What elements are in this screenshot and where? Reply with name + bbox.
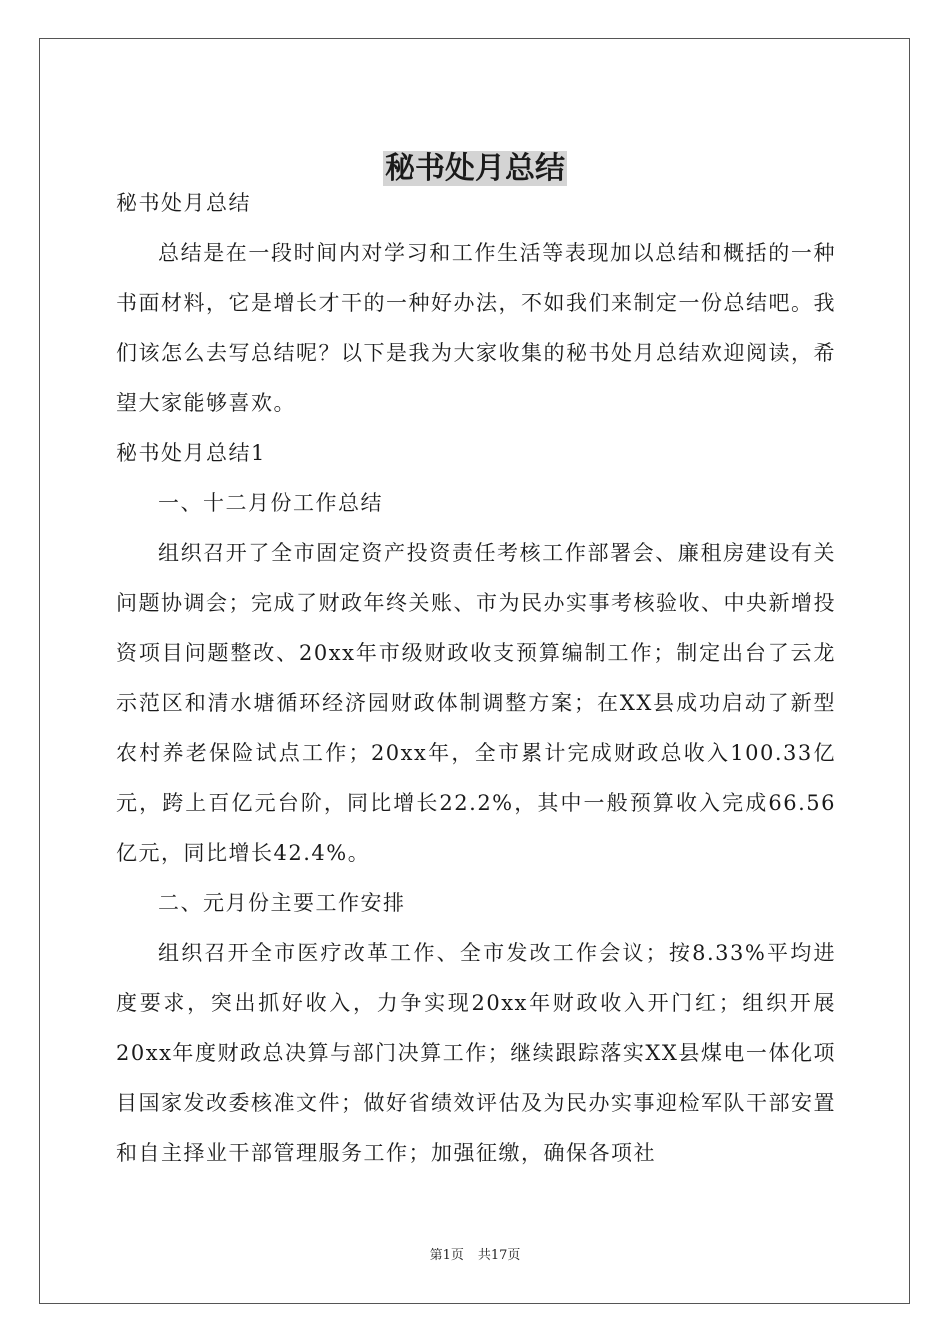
paragraph: 秘书处月总结1 xyxy=(116,441,266,465)
page-footer xyxy=(0,1247,950,1265)
paragraph: 二、元月份主要工作安排 xyxy=(158,891,406,915)
document-body xyxy=(116,178,836,1178)
page-number: 第1页 xyxy=(429,1248,464,1263)
paragraph: 总结是在一段时间内对学习和工作生活等表现加以总结和概括的一种书面材料，它是增长才干的一种好办法，不如我们来制定一份总结吧。我们该怎么去写总结呢？以下是我为大家收集的秘书处月总结欢迎阅读，希望大家能够喜欢。 xyxy=(116,241,836,415)
paragraph: 一、十二月份工作总结 xyxy=(158,491,383,515)
paragraph: 秘书处月总结 xyxy=(116,191,251,215)
document-title-text: 秘书处月总结 xyxy=(385,151,565,187)
paragraph: 组织召开全市医疗改革工作、全市发改工作会议；按8.33%平均进度要求，突出抓好收入，力争实现20xx年财政收入开门红；组织开展20xx年度财政总决算与部门决算工作；继续跟踪落实XX县煤电一体化项目国家发改委核准文件；做好省绩效评估及为民办实事迎检军队干部安置和自主择业干部管理服务工作；加强征缴，确保各项社 xyxy=(116,941,836,1165)
paragraph: 组织召开了全市固定资产投资责任考核工作部署会、廉租房建设有关问题协调会；完成了财政年终关账、市为民办实事考核验收、中央新增投资项目问题整改、20xx年市级财政收支预算编制工作；制定出台了云龙示范区和清水塘循环经济园财政体制调整方案；在XX县成功启动了新型农村养老保险试点工作；20xx年，全市累计完成财政总收入100.33亿元，跨上百亿元台阶，同比增长22.2%，其中一般预算收入完成66.56亿元，同比增长42.4%。 xyxy=(116,541,836,865)
page-total: 共17页 xyxy=(477,1248,521,1263)
